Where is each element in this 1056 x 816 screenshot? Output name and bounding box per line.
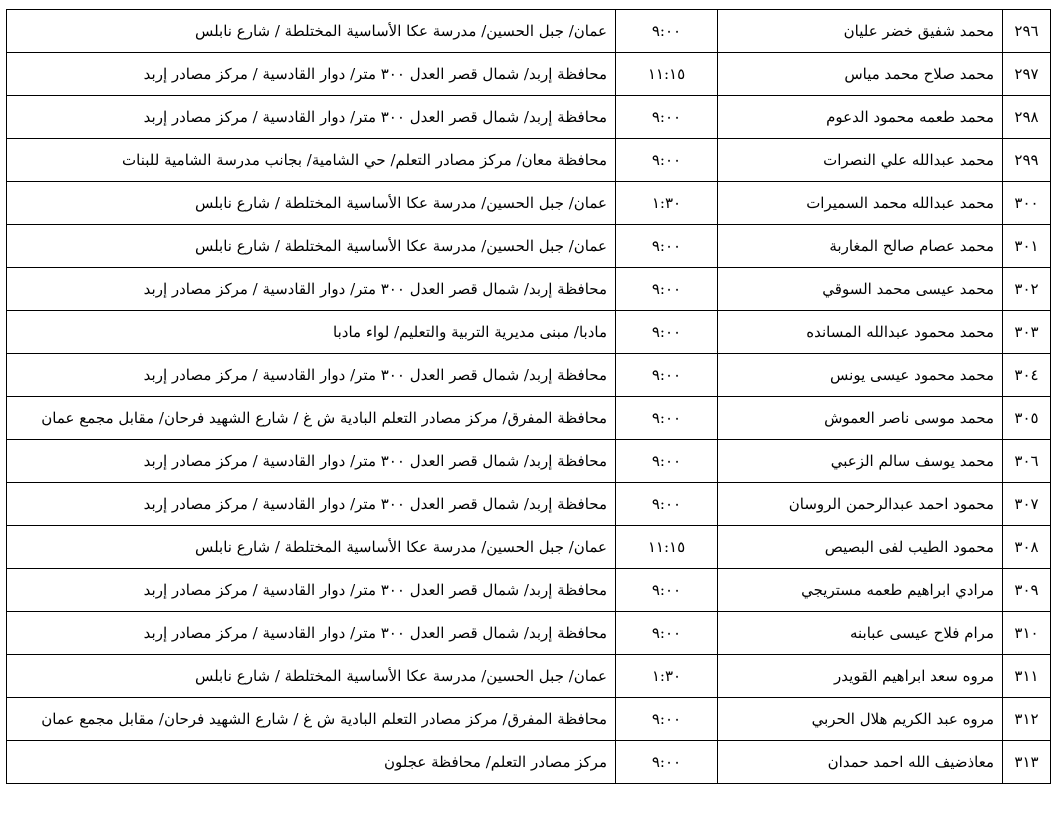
exam-time: ٩:٠٠: [616, 268, 718, 311]
candidate-name: محمد عبدالله علي النصرات: [718, 139, 1003, 182]
candidate-name: محمد طعمه محمود الدعوم: [718, 96, 1003, 139]
table-row: [7, 397, 1051, 440]
exam-time: ٩:٠٠: [616, 311, 718, 354]
candidate-name: محمد محمود عيسى يونس: [718, 354, 1003, 397]
exam-time: ٩:٠٠: [616, 10, 718, 53]
row-number: ٣٠٦: [1003, 440, 1051, 483]
exam-location: محافظة إربد/ شمال قصر العدل ٣٠٠ متر/ دوار القادسية / مركز مصادر إربد: [7, 96, 616, 139]
row-number: ٣٠١: [1003, 225, 1051, 268]
table-row: [7, 440, 1051, 483]
row-number: ٣١١: [1003, 655, 1051, 698]
candidate-name: مرام فلاح عيسى عبابنه: [718, 612, 1003, 655]
table-row: [7, 225, 1051, 268]
row-number: ٣١٠: [1003, 612, 1051, 655]
exam-time: ١:٣٠: [616, 655, 718, 698]
table-row: [7, 182, 1051, 225]
exam-location: محافظة المفرق/ مركز مصادر التعلم البادية ش غ / شارع الشهيد فرحان/ مقابل مجمع عمان: [7, 397, 616, 440]
candidate-name: محمد موسى ناصر العموش: [718, 397, 1003, 440]
row-number: ٢٩٧: [1003, 53, 1051, 96]
table-row: [7, 698, 1051, 741]
table-row: [7, 526, 1051, 569]
candidate-name: محمد عبدالله محمد السميرات: [718, 182, 1003, 225]
candidate-name: محمود الطيب لفى البصيص: [718, 526, 1003, 569]
row-number: ٣١٢: [1003, 698, 1051, 741]
exam-location: محافظة إربد/ شمال قصر العدل ٣٠٠ متر/ دوار القادسية / مركز مصادر إربد: [7, 483, 616, 526]
candidate-name: محمود احمد عبدالرحمن الروسان: [718, 483, 1003, 526]
candidate-name: معاذضيف الله احمد حمدان: [718, 741, 1003, 784]
table-row: [7, 53, 1051, 96]
candidate-name: محمد شفيق خضر عليان: [718, 10, 1003, 53]
exam-location: عمان/ جبل الحسين/ مدرسة عكا الأساسية المختلطة / شارع نابلس: [7, 655, 616, 698]
exam-location: محافظة إربد/ شمال قصر العدل ٣٠٠ متر/ دوار القادسية / مركز مصادر إربد: [7, 53, 616, 96]
exam-time: ٩:٠٠: [616, 741, 718, 784]
exam-location: محافظة إربد/ شمال قصر العدل ٣٠٠ متر/ دوار القادسية / مركز مصادر إربد: [7, 569, 616, 612]
exam-location: عمان/ جبل الحسين/ مدرسة عكا الأساسية المختلطة / شارع نابلس: [7, 225, 616, 268]
table-row: [7, 354, 1051, 397]
table-row: [7, 311, 1051, 354]
exam-location: عمان/ جبل الحسين/ مدرسة عكا الأساسية المختلطة / شارع نابلس: [7, 182, 616, 225]
exam-time: ٩:٠٠: [616, 139, 718, 182]
row-number: ٣٠٧: [1003, 483, 1051, 526]
row-number: ٣٠٠: [1003, 182, 1051, 225]
exam-location: عمان/ جبل الحسين/ مدرسة عكا الأساسية المختلطة / شارع نابلس: [7, 526, 616, 569]
exam-location: محافظة إربد/ شمال قصر العدل ٣٠٠ متر/ دوار القادسية / مركز مصادر إربد: [7, 354, 616, 397]
table-row: [7, 483, 1051, 526]
table-row: [7, 569, 1051, 612]
candidate-name: محمد محمود عبدالله المسانده: [718, 311, 1003, 354]
row-number: ٣٠٩: [1003, 569, 1051, 612]
exam-location: محافظة إربد/ شمال قصر العدل ٣٠٠ متر/ دوار القادسية / مركز مصادر إربد: [7, 612, 616, 655]
exam-location: محافظة إربد/ شمال قصر العدل ٣٠٠ متر/ دوار القادسية / مركز مصادر إربد: [7, 268, 616, 311]
exam-time: ٩:٠٠: [616, 397, 718, 440]
row-number: ٣٠٢: [1003, 268, 1051, 311]
row-number: ٢٩٦: [1003, 10, 1051, 53]
candidate-name: محمد عيسى محمد السوقي: [718, 268, 1003, 311]
row-number: ٣١٣: [1003, 741, 1051, 784]
exam-time: ١١:١٥: [616, 526, 718, 569]
row-number: ٢٩٨: [1003, 96, 1051, 139]
row-number: ٣٠٤: [1003, 354, 1051, 397]
candidate-name: مروه عبد الكريم هلال الحربي: [718, 698, 1003, 741]
table-row: [7, 655, 1051, 698]
exam-time: ٩:٠٠: [616, 96, 718, 139]
exam-time: ٩:٠٠: [616, 225, 718, 268]
exam-time: ٩:٠٠: [616, 483, 718, 526]
exam-time: ٩:٠٠: [616, 440, 718, 483]
exam-time: ١١:١٥: [616, 53, 718, 96]
row-number: ٢٩٩: [1003, 139, 1051, 182]
exam-time: ٩:٠٠: [616, 569, 718, 612]
table-row: [7, 612, 1051, 655]
exam-time: ٩:٠٠: [616, 698, 718, 741]
row-number: ٣٠٨: [1003, 526, 1051, 569]
candidate-name: مرادي ابراهيم طعمه مستريجي: [718, 569, 1003, 612]
candidate-name: مروه سعد ابراهيم القويدر: [718, 655, 1003, 698]
candidate-name: محمد صلاح محمد مياس: [718, 53, 1003, 96]
exam-location: مادبا/ مبنى مديرية التربية والتعليم/ لواء مادبا: [7, 311, 616, 354]
exam-location: عمان/ جبل الحسين/ مدرسة عكا الأساسية المختلطة / شارع نابلس: [7, 10, 616, 53]
exam-location: مركز مصادر التعلم/ محافظة عجلون: [7, 741, 616, 784]
row-number: ٣٠٣: [1003, 311, 1051, 354]
exam-time: ٩:٠٠: [616, 612, 718, 655]
table-body: [7, 10, 1051, 784]
exam-location: محافظة المفرق/ مركز مصادر التعلم البادية ش غ / شارع الشهيد فرحان/ مقابل مجمع عمان: [7, 698, 616, 741]
table-row: [7, 96, 1051, 139]
exam-time: ١:٣٠: [616, 182, 718, 225]
exam-time: ٩:٠٠: [616, 354, 718, 397]
candidate-name: محمد عصام صالح المغاربة: [718, 225, 1003, 268]
exam-location: محافظة إربد/ شمال قصر العدل ٣٠٠ متر/ دوار القادسية / مركز مصادر إربد: [7, 440, 616, 483]
table-row: [7, 139, 1051, 182]
row-number: ٣٠٥: [1003, 397, 1051, 440]
table-row: [7, 10, 1051, 53]
table-row: [7, 268, 1051, 311]
candidate-name: محمد يوسف سالم الزعبي: [718, 440, 1003, 483]
table-row: [7, 741, 1051, 784]
candidates-table: [6, 9, 1051, 784]
exam-location: محافظة معان/ مركز مصادر التعلم/ حي الشامية/ بجانب مدرسة الشامية للبنات: [7, 139, 616, 182]
